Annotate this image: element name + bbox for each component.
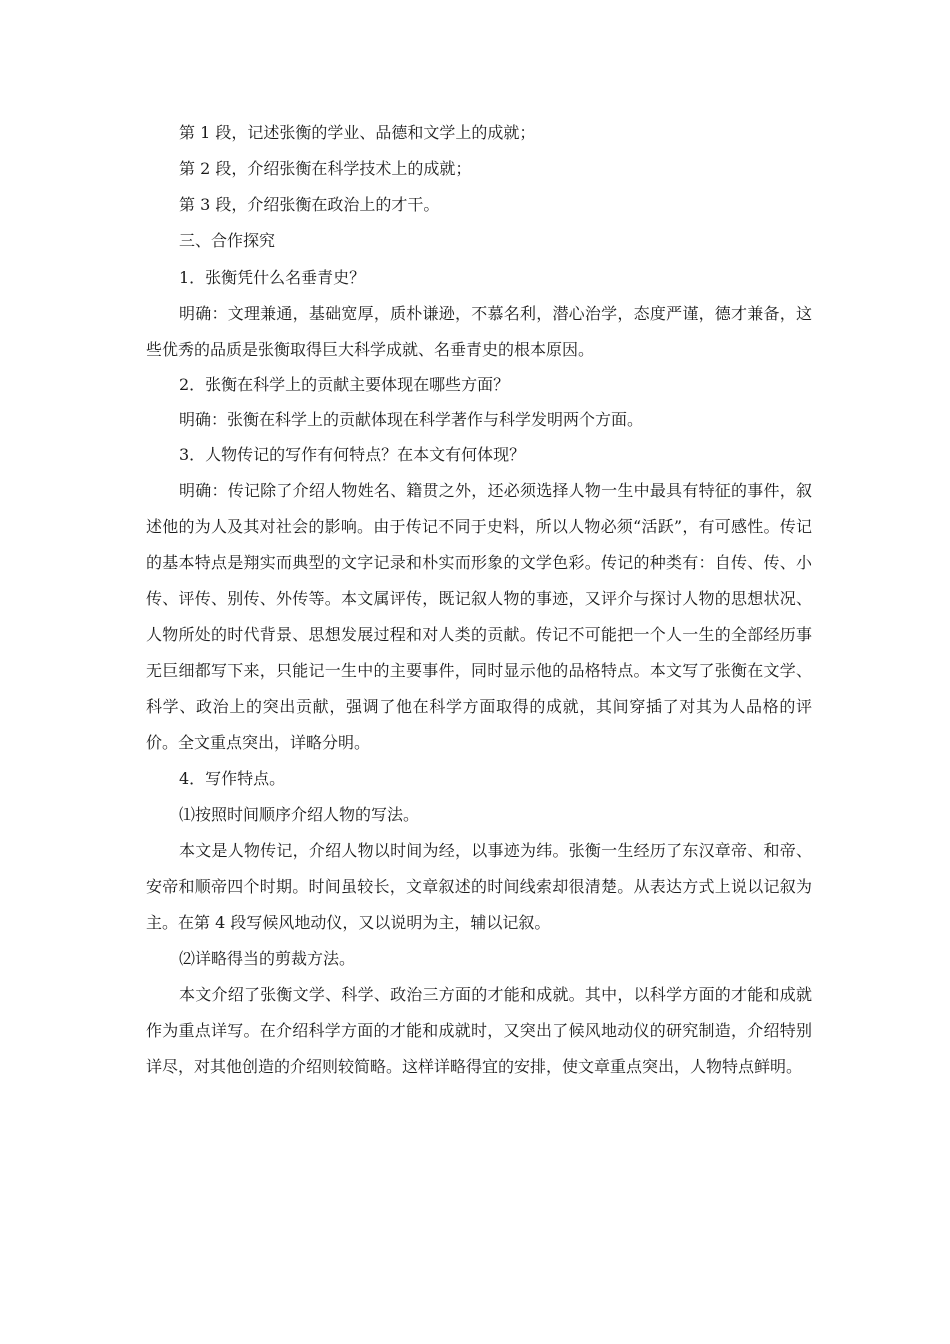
outline-line-1: 第 1 段，记述张衡的学业、品德和文学上的成就； bbox=[179, 123, 536, 142]
answer-2: 明确：张衡在科学上的贡献体现在科学著作与科学发明两个方面。 bbox=[179, 410, 644, 429]
question-2: 2．张衡在科学上的贡献主要体现在哪些方面？ bbox=[179, 375, 510, 394]
question-1: 1．张衡凭什么名垂青史？ bbox=[179, 268, 366, 287]
outline-line-3: 第 3 段，介绍张衡在政治上的才干。 bbox=[179, 195, 440, 214]
subheading-2: ⑵详略得当的剪裁方法。 bbox=[179, 949, 356, 968]
document-body bbox=[146, 124, 812, 1085]
subheading-1: ⑴按照时间顺序介绍人物的写法。 bbox=[179, 805, 420, 824]
answer-1: 明确：文理兼通，基础宽厚，质朴谦逊，不慕名利，潜心治学，态度严谨，德才兼备，这些优秀的品质是张衡取得巨大科学成就、名垂青史的根本原因。 bbox=[146, 304, 812, 359]
paragraph-time-order: 本文是人物传记，介绍人物以时间为经，以事迹为纬。张衡一生经历了东汉章帝、和帝、安帝和顺帝四个时期。时间虽较长，文章叙述的时间线索却很清楚。从表达方式上说以记叙为主。在第 4 段写候风地动仪，又以说明为主，辅以记叙。 bbox=[146, 841, 812, 932]
outline-line-2: 第 2 段，介绍张衡在科学技术上的成就； bbox=[179, 159, 472, 178]
paragraph-selection: 本文介绍了张衡文学、科学、政治三方面的才能和成就。其中，以科学方面的才能和成就作为重点详写。在介绍科学方面的才能和成就时，又突出了候风地动仪的研究制造，介绍特别详尽，对其他创造的介绍则较简略。这样详略得宜的安排，使文章重点突出，人物特点鲜明。 bbox=[146, 985, 812, 1076]
question-3: 3．人物传记的写作有何特点？在本文有何体现？ bbox=[179, 445, 526, 464]
answer-3: 明确：传记除了介绍人物姓名、籍贯之外，还必须选择人物一生中最具有特征的事件，叙述他的为人及其对社会的影响。由于传记不同于史料，所以人物必须“活跃”，有可感性。传记的基本特点是翔实而典型的文字记录和朴实而形象的文学色彩。传记的种类有：自传、传、小传、评传、别传、外传等。本文属评传，既记叙人物的事迹，又评介与探讨人物的思想状况、人物所处的时代背景、思想发展过程和对人类的贡献。传记不可能把一个人一生的全部经历事无巨细都写下来，只能记一生中的主要事件，同时显示他的品格特点。本文写了张衡在文学、科学、政治上的突出贡献，强调了他在科学方面取得的成就，其间穿插了对其为人品格的评价。全文重点突出，详略分明。 bbox=[146, 481, 812, 752]
section-heading: 三、合作探究 bbox=[179, 231, 276, 250]
question-4: 4．写作特点。 bbox=[179, 769, 286, 788]
